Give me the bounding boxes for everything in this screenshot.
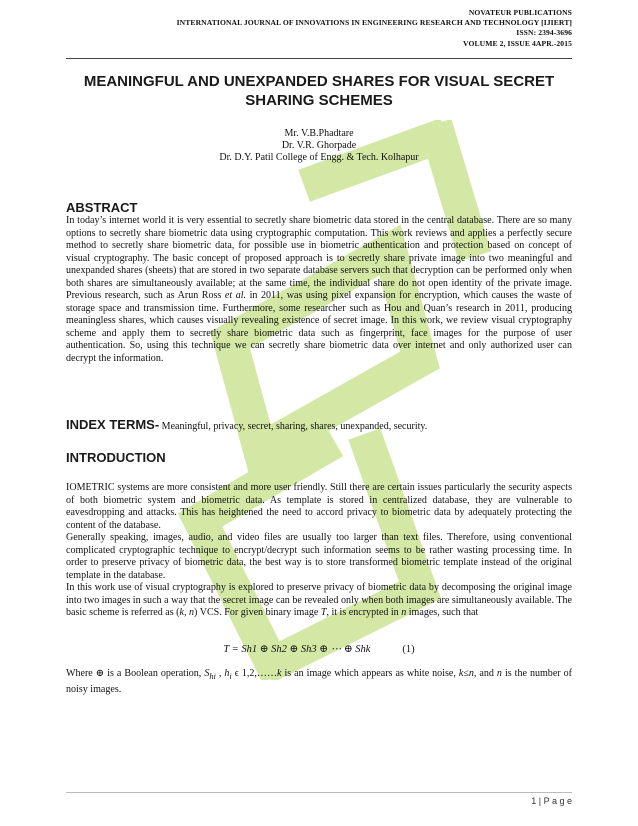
abstract-text: In today’s internet world it is very essential to secretly share biometric data stored in the central database. There are so many options to secretly share biometric data using cryptographic computation. This work reviews and applies a perfectly secure method to secretly share biometric data, for possible use in biometric authentication and protection based on concept of visual cryptography. The basic concept of proposed approach is to secretly share private image into two meaningful and unexpanded shares (sheets) that are stored in two separate database servers such that decryption can be performed only when both shares are simultaneously available; at the same time, the individual share do not open identity of the private image. Previous research, such as Arun Ross et al. in 2011, was using pixel expansion for encryption, which causes the waste of storage space and transmission time. Furthermore, some researcher such as Hou and Quan’s research in 2011, producing meaningless shares, which causes visually revealing existence of secret image. In this work, we review visual cryptography scheme and apply them to secretly share biometric data such as fingerprint, face images for the purpose of user authentication. So, using this technique we can secretly share biometric data over internet and only authorized user can decrypt the information. xyxy=(66,215,572,364)
abstract-heading: ABSTRACT xyxy=(66,200,138,215)
footer-divider xyxy=(66,792,572,793)
journal-name: INTERNATIONAL JOURNAL OF INNOVATIONS IN ENGINEERING RESEARCH AND TECHNOLOGY [IJIERT] xyxy=(176,18,572,28)
page-label: P a g e xyxy=(543,796,572,806)
issn: ISSN: 2394-3696 xyxy=(516,28,572,38)
page-footer: 1 | P a g e xyxy=(531,796,572,806)
index-terms-list: Meaningful, privacy, secret, sharing, shares, unexpanded, security. xyxy=(159,421,428,432)
author-name: Dr. V.R. Ghorpade xyxy=(281,140,357,152)
author-affiliation: Dr. D.Y. Patil College of Engg. & Tech. Kolhapur xyxy=(219,152,419,164)
paragraph: In this work use of visual cryptography is explored to preserve privacy of biometric data by decomposing the original image into two images in such a way that the secret image can be revealed only when both images are simultaneously available. The basic scheme is referred as (k, n) VCS. For given binary image T, it is encrypted in n images, such that xyxy=(66,582,572,618)
volume-issue: VOLUME 2, ISSUE 4APR.-2015 xyxy=(463,38,572,48)
paragraph: IOMETRIC systems are more consistent and more user friendly. Still there are certain issues particularly the security aspects of both biometric system and biometric data. As template is stored in centralized database, they are vulnerable to eavesdropping and attacks. This has heightened the need to accord privacy to biometric data by adequately protecting the content of the database. xyxy=(66,482,572,531)
paragraph: Generally speaking, images, audio, and video files are usually too larger than text files. Therefore, using conventional complicated cryptographic technique to encrypt/decrypt such information seems to be rather wasting processing time. In order to preserve privacy of biometric data, the best way is to store transformed biometric template instead of the original template in the database. xyxy=(66,532,572,581)
author-name: Mr. V.B.Phadtare xyxy=(284,128,354,139)
page-number: 1 xyxy=(531,796,537,806)
index-terms-label: INDEX TERMS- xyxy=(66,417,160,432)
publisher-name: NOVATEUR PUBLICATIONS xyxy=(468,8,572,17)
introduction-text xyxy=(66,482,572,620)
index-terms xyxy=(66,418,572,434)
header-divider xyxy=(66,58,572,59)
equation-number: (1) xyxy=(402,644,415,655)
introduction-heading: INTRODUCTION xyxy=(66,450,166,465)
equation-explanation: Where ⊕ is a Boolean operation, $S_{hi}$ , $h_i$ ϵ 1,2,……k is an image which appears as white noise, k≤n, and n is the number of noisy images. xyxy=(66,668,573,695)
equation-1 xyxy=(0,643,638,655)
paper-title: MEANINGFUL AND UNEXPANDED SHARES FOR VISUAL SECRET SHARING SCHEMES xyxy=(83,73,555,109)
journal-header xyxy=(177,8,572,49)
equation-expression: T = Sh1 ⊕ Sh2 ⊕ Sh3 ⊕ ⋯ ⊕ Shk xyxy=(223,644,371,655)
author-block xyxy=(66,128,572,165)
